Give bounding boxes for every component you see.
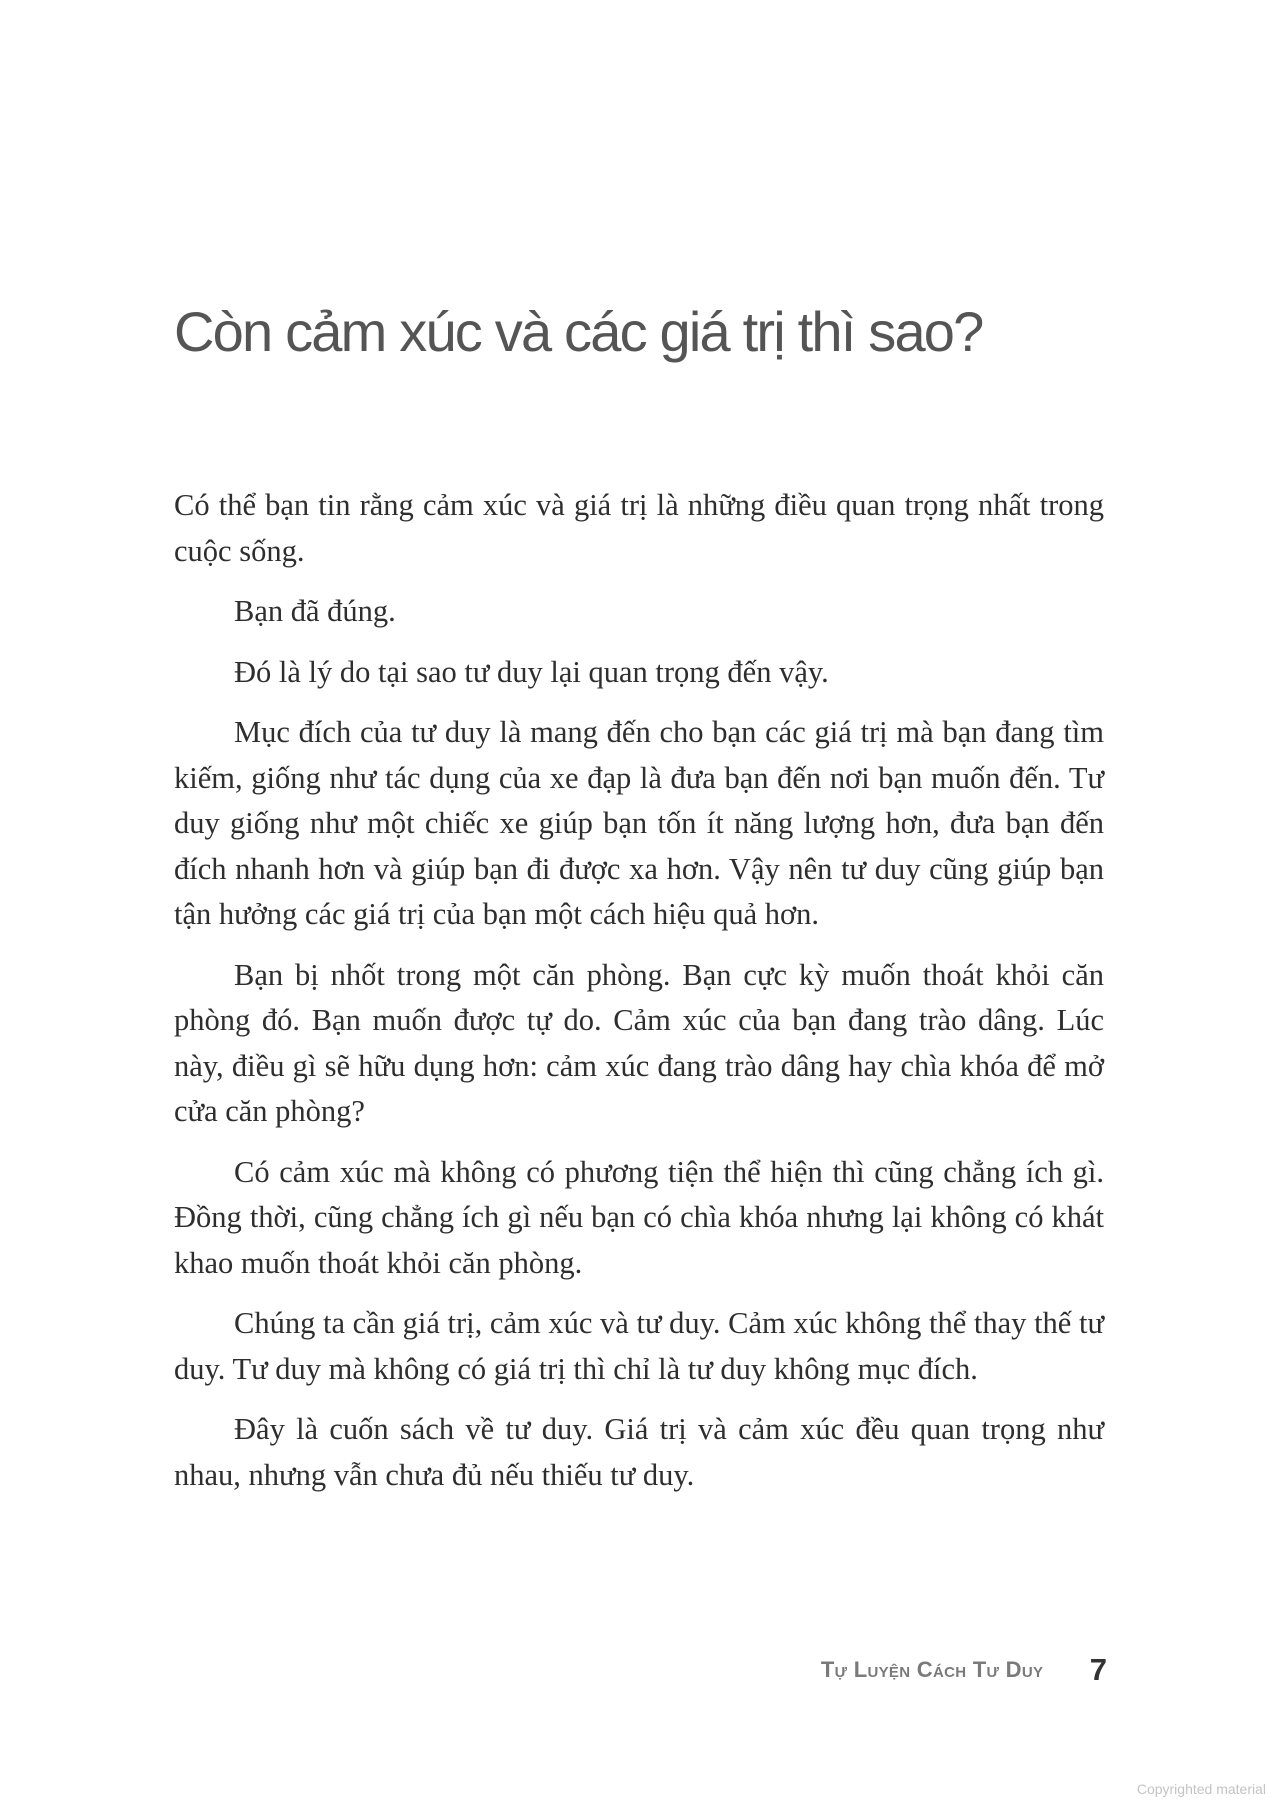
paragraph: Chúng ta cần giá trị, cảm xúc và tư duy. Cảm xúc không thể thay thế tư duy. Tư duy mà không có giá trị thì chỉ là tư duy không mục đích. xyxy=(174,1306,1104,1386)
paragraph: Có cảm xúc mà không có phương tiện thể hiện thì cũng chẳng ích gì. Đồng thời, cũng chẳng ích gì nếu bạn có chìa khóa nhưng lại không có khát khao muốn thoát khỏi căn phòng. xyxy=(174,1154,1104,1280)
body-text xyxy=(174,483,1104,1513)
paragraph: Đó là lý do tại sao tư duy lại quan trọng đến vậy. xyxy=(234,654,829,689)
running-title: Tự Luyện Cách Tư Duy xyxy=(820,1657,1044,1682)
copyright-watermark: Copyrighted material xyxy=(1136,1781,1266,1797)
paragraph: Có thể bạn tin rằng cảm xúc và giá trị là những điều quan trọng nhất trong cuộc sống. xyxy=(174,488,1104,568)
page-number: 7 xyxy=(1089,1652,1107,1687)
paragraph: Mục đích của tư duy là mang đến cho bạn các giá trị mà bạn đang tìm kiếm, giống như tác dụng của xe đạp là đưa bạn đến nơi bạn muốn đến. Tư duy giống như một chiếc xe giúp bạn tốn ít năng lượng hơn, đưa bạn đến đích nhanh hơn và giúp bạn đi được xa hơn. Vậy nên tư duy cũng giúp bạn tận hưởng các giá trị của bạn một cách hiệu quả hơn. xyxy=(174,715,1104,931)
page-footer xyxy=(0,1652,1107,1688)
chapter-title: Còn cảm xúc và các giá trị thì sao? xyxy=(174,300,983,363)
paragraph: Bạn bị nhốt trong một căn phòng. Bạn cực kỳ muốn thoát khỏi căn phòng đó. Bạn muốn được tự do. Cảm xúc của bạn đang trào dâng. Lúc này, điều gì sẽ hữu dụng hơn: cảm xúc đang trào dâng hay chìa khóa để mở cửa căn phòng? xyxy=(174,957,1104,1128)
paragraph: Bạn đã đúng. xyxy=(234,594,396,628)
paragraph: Đây là cuốn sách về tư duy. Giá trị và cảm xúc đều quan trọng như nhau, nhưng vẫn chưa đủ nếu thiếu tư duy. xyxy=(174,1412,1104,1492)
